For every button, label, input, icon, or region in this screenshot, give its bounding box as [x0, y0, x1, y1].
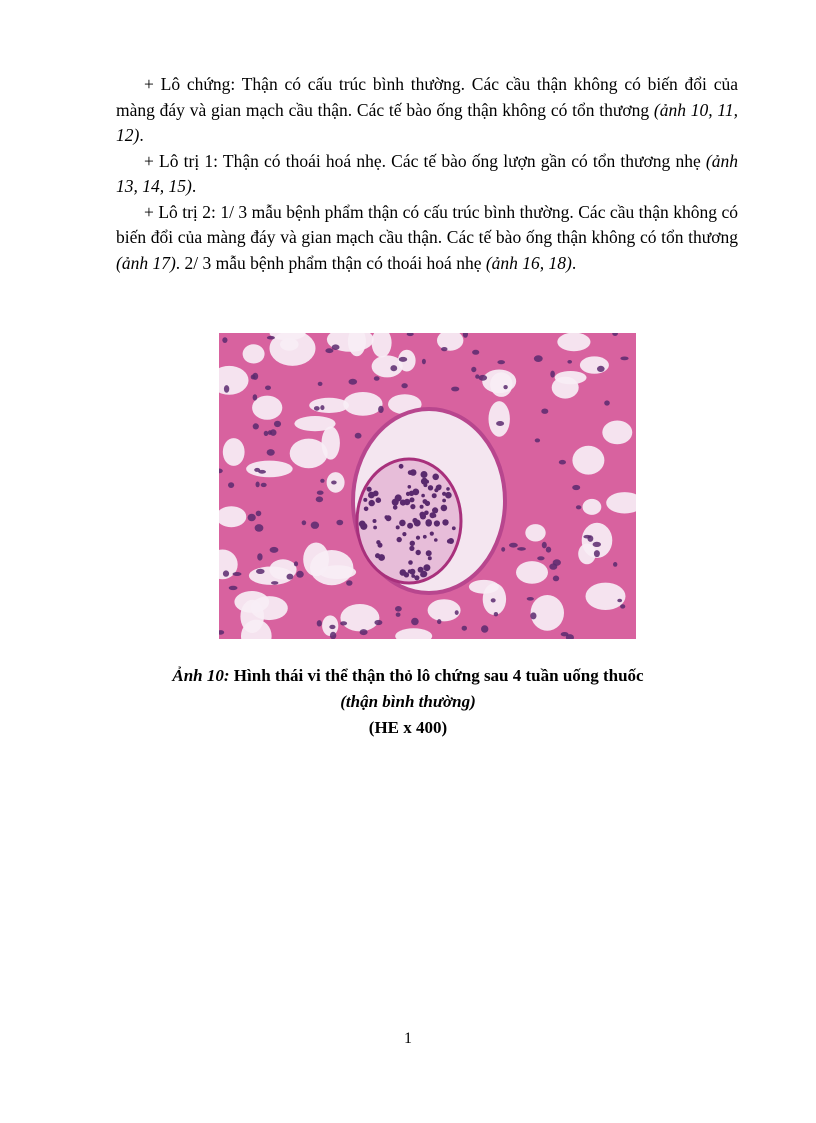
glomerular-nucleus [442, 492, 446, 496]
cell-nucleus [316, 496, 323, 502]
cell-nucleus [256, 511, 262, 517]
glomerular-nucleus [418, 567, 424, 573]
glomerular-nucleus [409, 569, 415, 575]
cell-nucleus [330, 632, 336, 639]
glomerular-nucleus [397, 537, 402, 542]
tubule-lumen [525, 524, 545, 541]
caption-subtitle: (thận bình thường) [340, 692, 476, 711]
figure-reference: (ảnh 10, 11, 12) [116, 99, 738, 145]
cell-nucleus [320, 479, 324, 483]
glomerular-nucleus [442, 519, 448, 525]
cell-nucleus [255, 524, 264, 532]
caption-title: Hình thái vi thể thận thỏ lô chứng sau 4 tuần uống thuốc [229, 666, 644, 685]
cell-nucleus [535, 438, 540, 442]
paragraph-text-2: . 2/ 3 mẫu bệnh phẩm thận có thoái hoá nhẹ [175, 252, 486, 273]
cell-nucleus [546, 547, 551, 553]
cell-nucleus [302, 520, 307, 525]
glomerular-nucleus [442, 499, 446, 503]
cell-nucleus [572, 485, 580, 490]
paragraph-text: + Lô trị 2: 1/ 3 mẫu bệnh phẩm thận có cấu trúc bình thường. Các cầu thận không có biến đổi của màng đáy và gian mạch cầu thận. Các tế bào ống thận không có tổn thương [116, 201, 738, 247]
cell-nucleus [561, 632, 569, 636]
tubule-lumen [489, 401, 510, 437]
tubule-lumen [531, 595, 564, 631]
cell-nucleus [594, 550, 600, 557]
cell-nucleus [462, 626, 467, 631]
glomerular-nucleus [432, 507, 438, 513]
cell-nucleus [346, 580, 352, 586]
cell-nucleus [287, 574, 294, 580]
paragraph-tail: . [139, 125, 144, 145]
figure-caption [100, 663, 716, 741]
cell-nucleus [257, 553, 262, 560]
glomerular-nucleus [428, 485, 433, 490]
cell-nucleus [422, 359, 426, 365]
cell-nucleus [253, 394, 258, 400]
cell-nucleus [317, 491, 324, 495]
cell-nucleus [597, 366, 605, 372]
cell-nucleus [553, 576, 559, 582]
tubule-lumen [469, 580, 499, 594]
cell-nucleus [479, 375, 488, 381]
glomerulus [353, 409, 505, 593]
glomerular-nucleus [399, 520, 406, 527]
cell-nucleus [265, 386, 271, 391]
tubule-lumen [303, 543, 329, 577]
cell-nucleus [360, 629, 368, 635]
tubule-lumen [586, 583, 626, 610]
page-number: 1 [404, 1030, 412, 1047]
cell-nucleus [620, 357, 628, 361]
cell-nucleus [396, 613, 401, 617]
cell-nucleus [530, 612, 536, 619]
cell-nucleus [494, 612, 498, 616]
cell-nucleus [549, 563, 557, 569]
cell-nucleus [329, 625, 335, 629]
cell-nucleus [617, 599, 622, 603]
cell-nucleus [550, 371, 555, 378]
glomerular-nucleus [425, 519, 432, 526]
cell-nucleus [401, 383, 407, 388]
cell-nucleus [274, 421, 281, 427]
cell-nucleus [503, 385, 507, 389]
cell-nucleus [451, 387, 459, 392]
cell-nucleus [441, 347, 447, 351]
paragraph-text: + Lô chứng: Thận có cấu trúc bình thường. Các cầu thận không có biến đổi của màng đáy và gian mạch cầu thận. Các tế bào ống thận không có tổn thương [116, 74, 738, 120]
cell-nucleus [620, 604, 625, 608]
histology-micrograph [219, 333, 636, 639]
body-text [116, 72, 738, 276]
glomerular-nucleus [406, 492, 410, 496]
cell-nucleus [576, 505, 581, 509]
cell-nucleus [517, 547, 526, 551]
glomerular-nucleus [373, 519, 377, 523]
glomerular-nucleus [452, 526, 456, 530]
glomerular-nucleus [446, 487, 450, 491]
cell-nucleus [314, 406, 320, 411]
glomerular-nucleus [421, 494, 425, 498]
cell-nucleus [296, 571, 304, 578]
cell-nucleus [254, 468, 260, 472]
glomerular-nucleus [445, 492, 452, 499]
glomerular-nucleus [414, 520, 421, 527]
glomerular-nucleus [434, 538, 438, 542]
cell-nucleus [340, 621, 347, 625]
glomerular-nucleus [410, 541, 415, 546]
cell-nucleus [411, 618, 419, 625]
paragraph-lo-chung [116, 72, 738, 149]
cell-nucleus [542, 542, 547, 549]
tubule-lumen [602, 421, 632, 445]
tubule-lumen [516, 561, 548, 584]
glomerular-nucleus [402, 532, 406, 536]
cell-nucleus [541, 409, 548, 414]
cell-nucleus [224, 385, 229, 393]
glomerular-nucleus [432, 474, 439, 481]
cell-nucleus [390, 365, 397, 371]
cell-nucleus [256, 569, 265, 574]
cell-nucleus [355, 433, 362, 439]
cell-nucleus [248, 514, 256, 521]
caption-stain: (HE x 400) [368, 718, 448, 737]
cell-nucleus [472, 350, 479, 355]
cell-nucleus [311, 522, 319, 529]
glomerular-nucleus [426, 550, 432, 556]
cell-nucleus [223, 570, 229, 576]
glomerular-nucleus [404, 499, 410, 505]
tubule-lumen [428, 599, 461, 621]
cell-nucleus [527, 597, 534, 601]
cell-nucleus [332, 344, 340, 350]
cell-nucleus [501, 547, 505, 552]
cell-nucleus [471, 367, 476, 372]
cell-nucleus [233, 572, 242, 576]
cell-nucleus [437, 619, 441, 624]
cell-nucleus [509, 543, 518, 548]
cell-nucleus [256, 482, 260, 488]
glomerular-nucleus [396, 525, 400, 529]
paragraph-tail: . [191, 176, 197, 196]
tubule-lumen [490, 372, 512, 397]
glomerular-nucleus [399, 464, 404, 469]
glomerular-nucleus [410, 469, 417, 476]
cell-nucleus [583, 535, 591, 539]
caption-label: Ảnh 10: [172, 666, 230, 685]
glomerular-nucleus [416, 550, 421, 555]
cell-nucleus [497, 360, 505, 364]
glomerular-nucleus [373, 491, 379, 497]
paragraph-tail: . [571, 252, 577, 273]
cell-nucleus [331, 481, 337, 485]
glomerular-nucleus [423, 564, 430, 571]
glomerular-nucleus [400, 569, 407, 576]
glomerular-nucleus [424, 511, 429, 516]
figure-reference-2: (ảnh 16, 18) [485, 252, 572, 273]
cell-nucleus [267, 336, 275, 340]
glomerular-nucleus [378, 543, 383, 548]
caption-title-line [100, 663, 716, 689]
glomerular-nucleus [412, 489, 419, 496]
cell-nucleus [534, 355, 543, 362]
cell-nucleus [271, 581, 278, 585]
glomerular-nucleus [409, 546, 414, 551]
cell-nucleus [317, 620, 322, 626]
cell-nucleus [251, 375, 256, 380]
cell-nucleus [270, 429, 277, 436]
cell-nucleus [475, 374, 479, 378]
glomerular-nucleus [369, 500, 375, 506]
cell-nucleus [228, 482, 234, 488]
cell-nucleus [481, 625, 488, 632]
cell-nucleus [318, 382, 323, 386]
micrograph-image [219, 333, 636, 639]
cell-nucleus [604, 400, 610, 405]
glomerular-nucleus [447, 539, 451, 543]
tubule-lumen [223, 438, 245, 466]
cell-nucleus [294, 561, 298, 566]
glomerular-nucleus [430, 532, 434, 536]
cell-nucleus [374, 620, 382, 625]
glomerular-nucleus [364, 507, 369, 512]
tubule-lumen [251, 596, 288, 620]
cell-nucleus [559, 460, 566, 465]
cell-nucleus [491, 598, 496, 602]
glomerular-nucleus [410, 504, 415, 509]
glomerular-nucleus [376, 497, 382, 503]
cell-nucleus [320, 405, 324, 410]
glomerular-nucleus [423, 535, 427, 539]
tubule-lumen [572, 446, 604, 475]
glomerular-nucleus [363, 498, 367, 502]
cell-nucleus [496, 421, 504, 426]
glomerular-nucleus [408, 560, 413, 565]
glomerular-nucleus [414, 575, 419, 580]
tubule-lumen [557, 333, 590, 351]
cell-nucleus [222, 337, 227, 343]
glomerular-nucleus [408, 485, 412, 489]
cell-nucleus [325, 348, 333, 353]
glomerular-nucleus [423, 483, 427, 487]
cell-nucleus [349, 379, 358, 385]
cell-nucleus [253, 423, 259, 429]
tubule-lumen [340, 604, 379, 631]
cell-nucleus [399, 357, 407, 362]
paragraph-lo-tri-2 [116, 200, 738, 277]
paragraph-text: + Lô trị 1: Thận có thoái hoá nhẹ. Các tế bào ống lượn gần có tổn thương nhẹ [144, 150, 706, 171]
tubule-lumen [343, 392, 382, 416]
glomerular-nucleus [416, 536, 420, 540]
glomerular-nucleus [373, 526, 377, 530]
glomerular-nucleus [434, 520, 440, 526]
cell-nucleus [264, 431, 269, 436]
cell-nucleus [455, 610, 459, 615]
glomerular-nucleus [410, 497, 415, 502]
cell-nucleus [593, 542, 601, 547]
cell-nucleus [229, 586, 238, 590]
cell-nucleus [395, 606, 402, 612]
glomerular-nucleus [393, 505, 398, 510]
glomerular-nucleus [425, 501, 430, 506]
glomerular-nucleus [441, 505, 448, 512]
figure-reference: (ảnh 17) [116, 252, 176, 273]
tubule-lumen [578, 544, 596, 565]
glomerular-nucleus [395, 494, 402, 501]
cell-nucleus [336, 520, 343, 526]
cell-nucleus [613, 562, 617, 567]
glomerular-nucleus [360, 523, 367, 530]
glomerular-nucleus [428, 556, 432, 560]
cell-nucleus [374, 376, 380, 381]
tubule-lumen [580, 356, 609, 373]
tubule-lumen [309, 398, 349, 413]
glomerular-nucleus [432, 493, 437, 498]
tubule-lumen [243, 344, 265, 363]
glomerular-nucleus [378, 554, 385, 561]
paragraph-lo-tri-1 [116, 149, 738, 200]
glomerular-nucleus [421, 471, 428, 478]
tubule-lumen [552, 377, 579, 399]
cell-nucleus [537, 556, 544, 560]
cell-nucleus [378, 406, 384, 413]
tubule-lumen [246, 461, 293, 478]
figure-reference: (ảnh 13, 14, 15) [116, 150, 738, 196]
tubule-lumen [372, 355, 403, 377]
glomerular-nucleus [385, 515, 391, 521]
cell-nucleus [267, 449, 275, 456]
cell-nucleus [567, 360, 572, 364]
tubule-lumen [322, 426, 340, 459]
glomerular-nucleus [420, 505, 424, 509]
tubule-lumen [583, 499, 602, 515]
glomerular-nucleus [367, 487, 372, 492]
cell-nucleus [261, 483, 267, 487]
glomerular-nucleus [436, 485, 442, 491]
cell-nucleus [270, 547, 279, 553]
glomerular-nucleus [407, 523, 413, 529]
